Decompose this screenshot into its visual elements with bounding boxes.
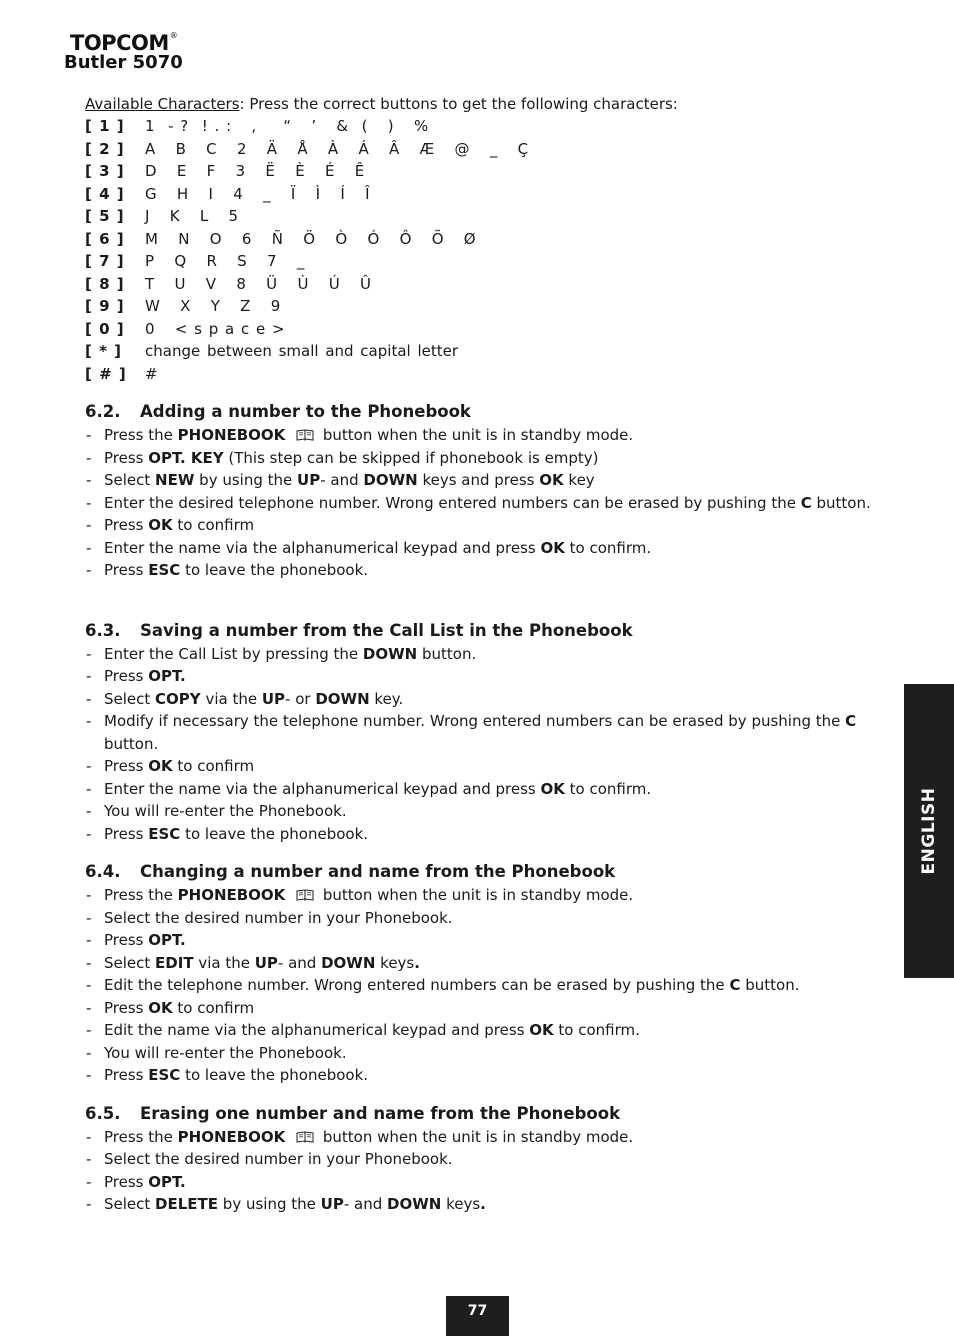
phonebook-icon [296,889,314,901]
character-list: 0 < s p a c e > [145,319,285,338]
character-list: change between small and capital letter [145,342,459,360]
character-key: [ 8 ] [85,274,125,293]
list-item: - You will re-enter the Phonebook. [85,800,885,823]
character-key: [ 2 ] [85,139,125,158]
section-title: Erasing one number and name from the Phonebook [140,1103,621,1123]
list-item: - Press OPT. [85,1171,885,1194]
model-title: Butler 5070 [64,52,183,73]
characters-intro-text: : Press the correct buttons to get the following characters: [239,95,678,113]
list-item: - Enter the name via the alphanumerical keypad and press OK to confirm. [85,537,885,560]
list-item: - Select the desired number in your Phonebook. [85,907,885,930]
character-key: [ * ] [85,342,122,360]
step-list [85,424,885,582]
character-table [85,115,885,385]
section-number: 6.3. [85,620,121,640]
list-item: - Select COPY via the UP- or DOWN key. [85,688,885,711]
list-item: - Enter the desired telephone number. Wrong entered numbers can be erased by pushing the C button. [85,492,885,515]
character-row [85,340,885,363]
character-key: [ 4 ] [85,184,125,203]
step-list [85,884,885,1087]
list-item: - Press OK to confirm [85,755,885,778]
phonebook-icon [296,429,314,441]
list-item: - Enter the name via the alphanumerical keypad and press OK to confirm. [85,778,885,801]
character-list: 1 - ? ! . : , “ ’ & ( ) % [145,117,429,135]
list-item: - Press ESC to leave the phonebook. [85,559,885,582]
character-key: [ 5 ] [85,207,125,225]
character-list: G H I 4 _ Ï Ì Í Î [145,184,370,203]
character-list: M N O 6 Ñ Ö Ò Ó Ô Õ Ø [145,229,476,248]
character-key: [ 6 ] [85,229,125,248]
character-row [85,318,885,341]
character-row [85,160,885,183]
character-key: [ # ] [85,364,127,383]
page-number: 77 [446,1296,509,1336]
list-item: - You will re-enter the Phonebook. [85,1042,885,1065]
character-row [85,205,885,228]
character-key: [ 3 ] [85,162,125,180]
character-key: [ 7 ] [85,252,125,270]
character-row [85,138,885,161]
list-item: - Press the PHONEBOOK button when the unit is in standby mode. [85,1126,885,1149]
character-list: T U V 8 Ü Ù Ú Û [145,274,371,293]
character-row [85,183,885,206]
list-item: - Press OK to confirm [85,997,885,1020]
list-item: - Press the PHONEBOOK button when the unit is in standby mode. [85,884,885,907]
section-6-3 [85,619,885,846]
list-item: - Select EDIT via the UP- and DOWN keys. [85,952,885,975]
section-title: Saving a number from the Call List in the Phonebook [140,620,633,640]
character-row [85,363,885,386]
character-list: A B C 2 Ä Å À Á Â Æ @ _ Ç [145,139,529,158]
section-heading [85,1102,885,1126]
list-item: - Press OK to confirm [85,514,885,537]
list-item: - Press ESC to leave the phonebook. [85,823,885,846]
step-list [85,643,885,846]
list-item: - Press the PHONEBOOK button when the unit is in standby mode. [85,424,885,447]
list-item: - Select NEW by using the UP- and DOWN keys and press OK key [85,469,885,492]
characters-intro [85,93,885,115]
list-item: - Select DELETE by using the UP- and DOWN keys. [85,1193,885,1216]
list-item: - Select the desired number in your Phonebook. [85,1148,885,1171]
section-title: Adding a number to the Phonebook [140,402,471,421]
section-6-4 [85,860,885,1087]
section-number: 6.2. [85,402,121,421]
character-row [85,115,885,138]
phonebook-icon [296,1131,314,1143]
characters-intro-heading: Available Characters [85,95,240,113]
section-heading [85,619,885,643]
character-list: # [145,364,158,383]
list-item: - Press OPT. [85,929,885,952]
character-row [85,228,885,251]
step-list [85,1126,885,1216]
character-list: P Q R S 7 _ [145,252,305,270]
brand-logo: TOPCOM® [70,31,178,55]
character-key: [ 1 ] [85,117,125,135]
sections [85,400,885,1216]
list-item: - Enter the Call List by pressing the DOWN button. [85,643,885,666]
section-number: 6.5. [85,1103,121,1123]
list-item: - Press ESC to leave the phonebook. [85,1064,885,1087]
list-item: - Modify if necessary the telephone number. Wrong entered numbers can be erased by pushing the C button. [85,710,885,755]
character-list: D E F 3 Ë È É Ê [145,162,365,180]
list-item: - Press OPT. KEY (This step can be skipped if phonebook is empty) [85,447,885,470]
language-tab [904,684,954,978]
list-item: - Edit the name via the alphanumerical keypad and press OK to confirm. [85,1019,885,1042]
section-title: Changing a number and name from the Phonebook [140,862,616,881]
character-key: [ 9 ] [85,297,125,315]
page-content [85,93,885,1216]
character-list: J K L 5 [145,207,239,225]
section-6-5 [85,1102,885,1216]
section-number: 6.4. [85,862,121,881]
character-list: W X Y Z 9 [145,297,281,315]
character-row [85,250,885,273]
character-key: [ 0 ] [85,319,125,338]
character-row [85,273,885,296]
section-6-2 [85,400,885,582]
section-heading [85,400,885,424]
list-item: - Press OPT. [85,665,885,688]
character-row [85,295,885,318]
section-heading [85,860,885,884]
language-tab-label: ENGLISH [919,787,939,875]
list-item: - Edit the telephone number. Wrong entered numbers can be erased by pushing the C button. [85,974,885,997]
